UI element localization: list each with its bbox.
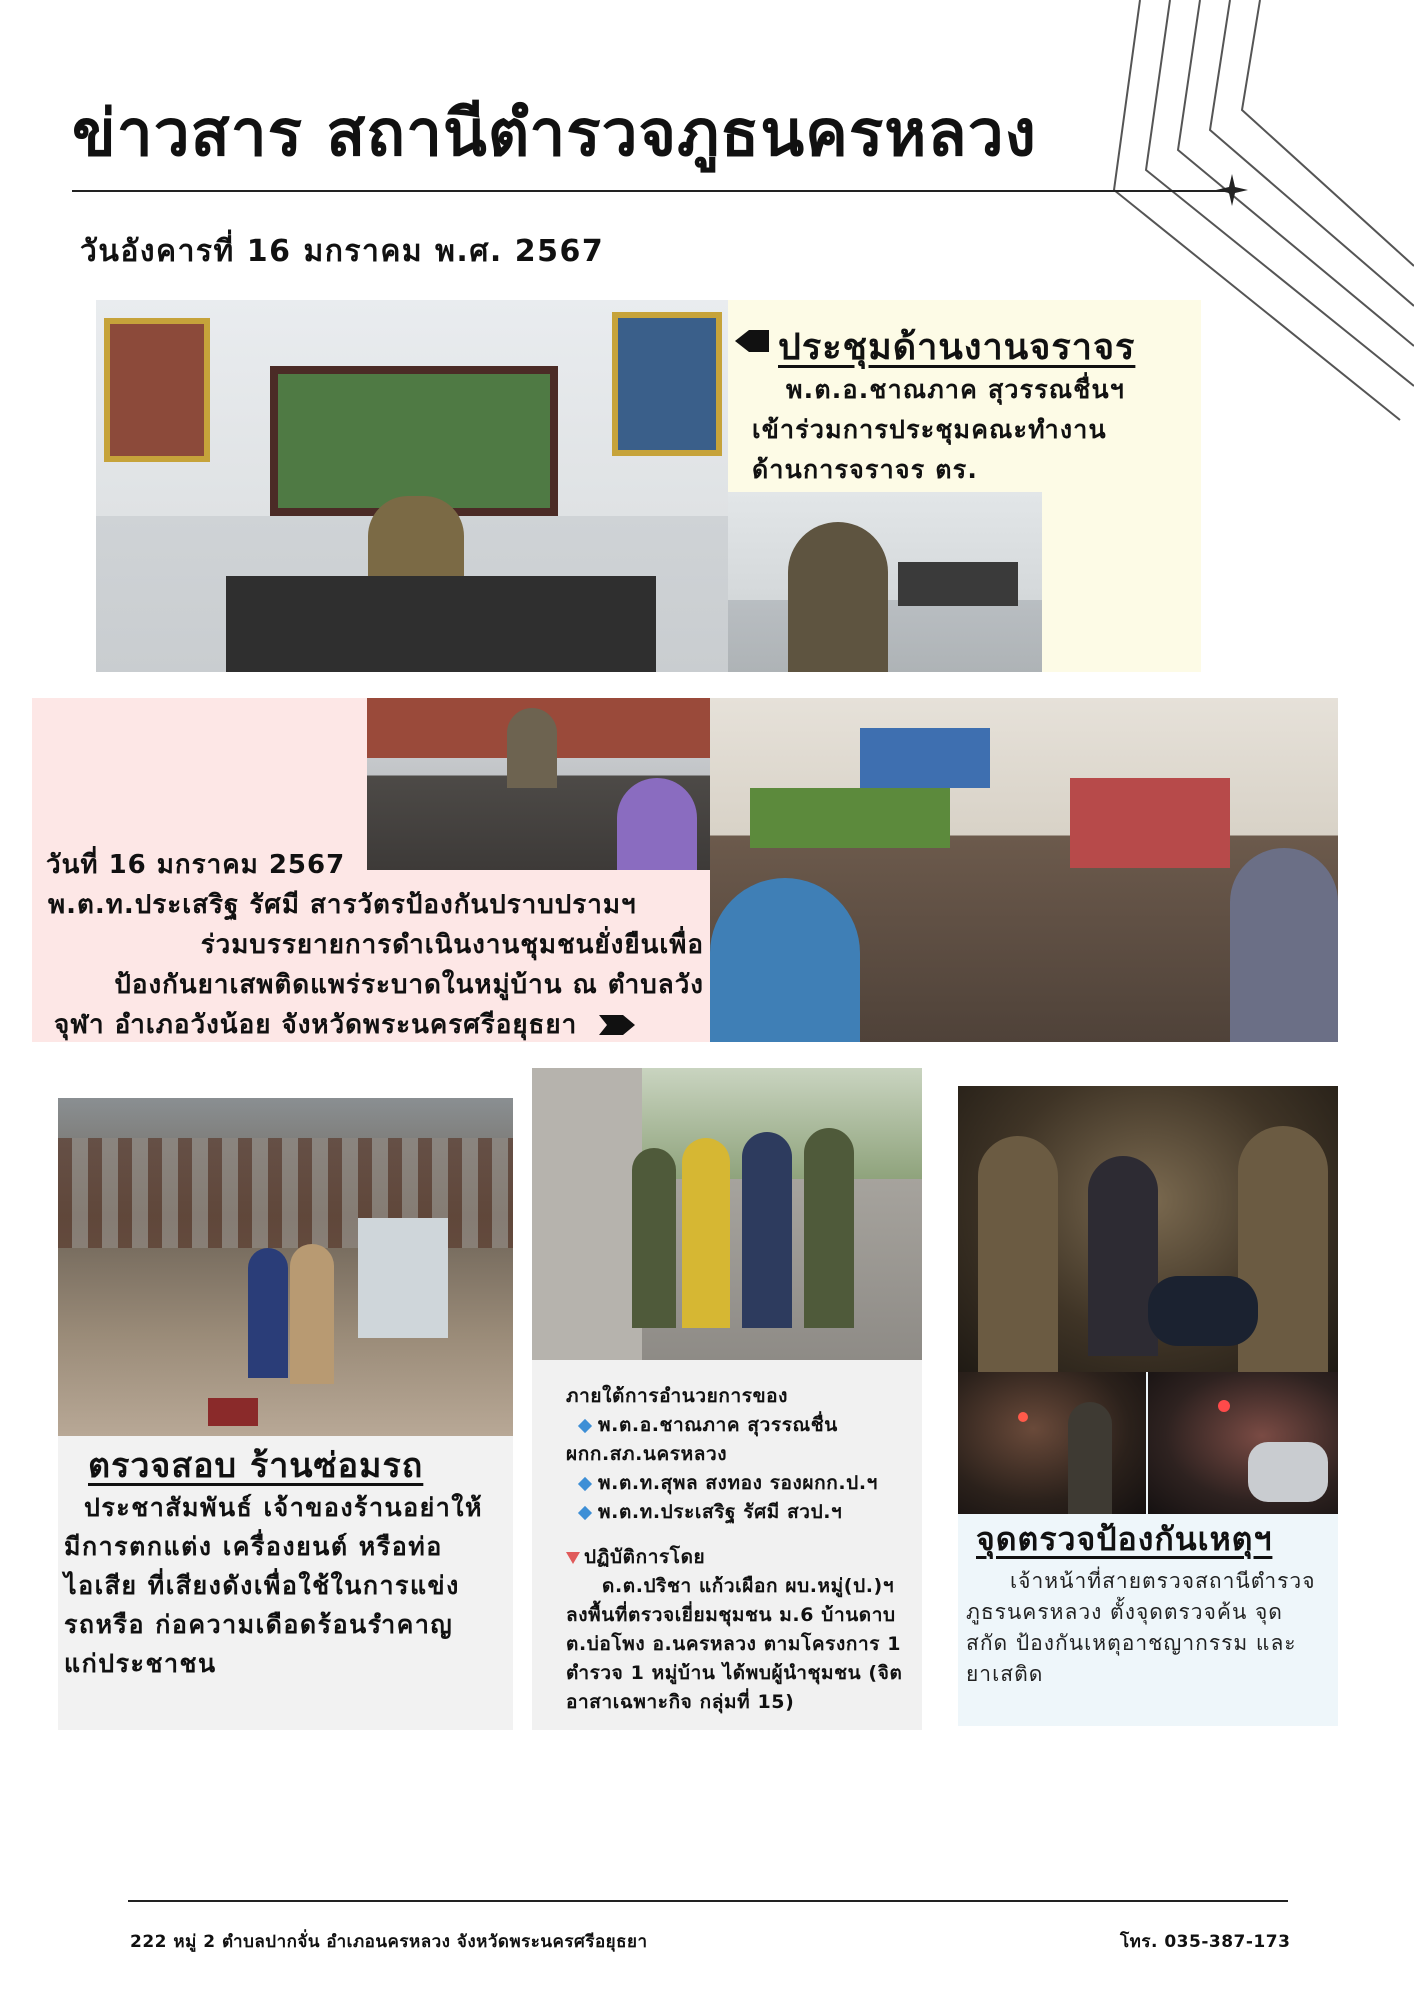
- page-date: วันอังคารที่ 16 มกราคม พ.ศ. 2567: [80, 234, 605, 269]
- community-lecture-line: พ.ต.ท.ประเสริฐ รัศมี สารวัตรป้องกันปราบปรามฯ: [48, 890, 637, 920]
- diamond-bullet-icon: [578, 1505, 592, 1519]
- triangle-bullet-icon: [566, 1552, 580, 1564]
- supervisor-item: [566, 1469, 916, 1498]
- checkpoint-line: ยาเสติด: [966, 1662, 1044, 1686]
- supervisor-name: พ.ต.ท.ประเสริฐ รัศมี สวป.ฯ: [598, 1501, 843, 1523]
- checkpoint-heading: จุดตรวจป้องกันเหตุฯ: [976, 1520, 1273, 1558]
- checkpoint-line: สกัด ป้องกันเหตุอาชญากรรม และ: [966, 1631, 1297, 1655]
- operation-line: อาสาเฉพาะกิจ กลุ่มที่ 15): [566, 1691, 795, 1713]
- community-lecture-line: วันที่ 16 มกราคม 2567: [46, 850, 346, 880]
- traffic-meeting-line: ด้านการจราจร ตร.: [752, 455, 979, 484]
- checkpoint-line: เจ้าหน้าที่สายตรวจสถานีตำรวจ: [1010, 1569, 1316, 1593]
- operation-line: ด.ต.ปริชา แก้วเผือก ผบ.หมู่(ป.)ฯ: [602, 1575, 895, 1597]
- checkpoint-photo-2: [958, 1372, 1146, 1514]
- repair-shop-line: มีการตกแต่ง เครื่องยนต์ หรือท่อ: [64, 1532, 443, 1561]
- repair-shop-text: [64, 1488, 508, 1683]
- traffic-meeting-photo: [96, 300, 728, 672]
- supervisor-note: ผกก.สภ.นครหลวง: [566, 1443, 728, 1465]
- community-lecture-line: ร่วมบรรยายการดำเนินงานชุมชนยั่งยืนเพื่อ: [200, 930, 704, 960]
- traffic-meeting-line: เข้าร่วมการประชุมคณะทำงาน: [752, 415, 1107, 444]
- supervisor-item: [566, 1498, 916, 1527]
- sparkle-star-icon: [1216, 174, 1248, 206]
- footer-address: 222 หมู่ 2 ตำบลปากจั่น อำเภอนครหลวง จังหวัดพระนครศรีอยุธยา: [130, 1932, 648, 1952]
- community-lecture-text: [44, 845, 704, 1045]
- supervision-label: ภายใต้การอำนวยการของ: [566, 1385, 789, 1407]
- checkpoint-photo-3: [1148, 1372, 1338, 1514]
- repair-shop-line: ประชาสัมพันธ์ เจ้าของร้านอย่าให้: [84, 1493, 483, 1522]
- diamond-bullet-icon: [578, 1418, 592, 1432]
- page-title: ข่าวสาร สถานีตำรวจภูธนครหลวง: [72, 97, 1037, 171]
- repair-shop-line: รถหรือ ก่อความเดือดร้อนรำคาญ: [64, 1610, 454, 1639]
- checkpoint-photo: [958, 1086, 1338, 1372]
- operation-line: ต.บ่อโพง อ.นครหลวง ตามโครงการ 1: [566, 1633, 902, 1655]
- repair-shop-line: แก่ประชาชน: [64, 1649, 217, 1678]
- repair-shop-line: ไอเสีย ที่เสียงดังเพื่อใช้ในการแข่ง: [64, 1571, 460, 1600]
- community-lecture-line: ป้องกันยาเสพติดแพร่ระบาดในหมู่บ้าน ณ ตำบลวัง: [114, 970, 704, 1000]
- diamond-bullet-icon: [578, 1476, 592, 1490]
- community-lecture-line: จุฬา อำเภอวังน้อย จังหวัดพระนครศรีอยุธยา: [54, 1010, 578, 1040]
- footer-divider: [128, 1900, 1288, 1902]
- arrow-left-icon: [735, 330, 769, 352]
- community-visit-photo: [532, 1068, 922, 1360]
- arrow-right-icon: [599, 1015, 635, 1035]
- community-lecture-photo-2: [710, 698, 1338, 1042]
- title-divider: [72, 190, 1232, 192]
- community-visit-text: [566, 1382, 916, 1717]
- community-lecture-last-line: [44, 1005, 704, 1045]
- supervisor-name: พ.ต.อ.ชาณภาค สุวรรณชื่น: [598, 1414, 838, 1436]
- traffic-meeting-photo-2: [728, 492, 1042, 672]
- checkpoint-line: ภูธรนครหลวง ตั้งจุดตรวจค้น จุด: [966, 1600, 1283, 1624]
- operation-label: ปฏิบัติการโดย: [584, 1546, 706, 1568]
- checkpoint-text: [966, 1566, 1330, 1690]
- repair-shop-photo: [58, 1098, 513, 1436]
- footer-phone: โทร. 035-387-173: [1120, 1932, 1291, 1952]
- supervisor-name: พ.ต.ท.สุพล สงทอง รองผกก.ป.ฯ: [598, 1472, 878, 1494]
- traffic-meeting-text: [752, 370, 1192, 490]
- traffic-meeting-line: พ.ต.อ.ชาณภาค สุวรรณชื่นฯ: [786, 375, 1126, 404]
- operation-line: ตำรวจ 1 หมู่บ้าน ได้พบผู้นำชุมชน (จิต: [566, 1662, 903, 1684]
- supervisor-item: [566, 1411, 916, 1440]
- operation-line: ลงพื้นที่ตรวจเยี่ยมชุมชน ม.6 บ้านดาบ: [566, 1604, 896, 1626]
- traffic-meeting-heading: ประชุมด้านงานจราจร: [778, 327, 1136, 368]
- repair-shop-heading: ตรวจสอบ ร้านซ่อมรถ: [88, 1446, 424, 1486]
- operation-label-row: [566, 1543, 916, 1572]
